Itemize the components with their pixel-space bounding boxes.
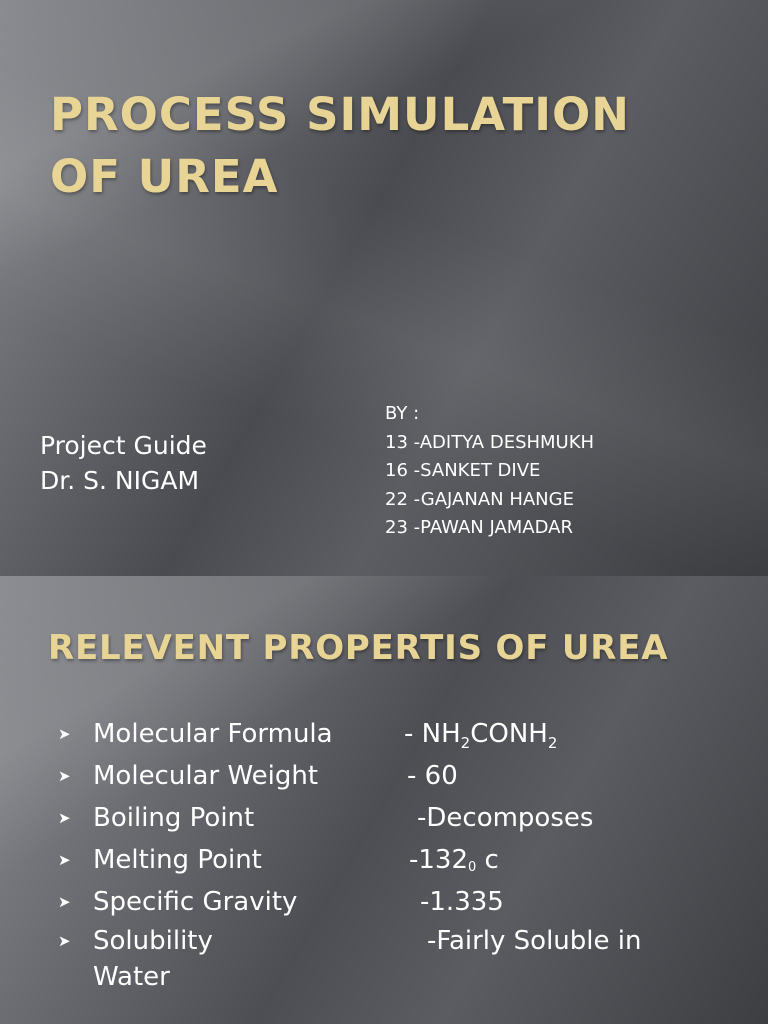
property-name: Specific Gravity [93,887,298,917]
property-value: $-132^0$ c [409,845,499,875]
property-name: Molecular Formula [93,719,333,749]
arrowhead-bullet-icon: ➤ [58,932,71,950]
property-value: -Decomposes [417,803,594,833]
arrowhead-bullet-icon: ➤ [58,809,71,827]
project-guide-block [40,428,207,498]
arrowhead-bullet-icon: ➤ [58,893,71,911]
guide-name: Dr. S. NIGAM [40,466,200,495]
property-name: Melting Point [93,845,262,875]
property-name: Solubility [93,926,213,956]
property-value: -Fairly Soluble in [427,926,642,956]
by-label: BY : [385,403,420,424]
author-item: 16 -SANKET DIVE [385,460,541,481]
list-item [58,881,758,923]
property-value-continued: Water [93,962,170,992]
list-item [58,923,758,995]
property-name: Boiling Point [93,803,255,833]
list-item [58,797,758,839]
title-line-1: PROCESS SIMULATION [50,88,630,141]
list-item [58,839,758,881]
arrowhead-bullet-icon: ➤ [58,725,71,743]
author-item: 23 -PAWAN JAMADAR [385,517,573,538]
list-item [58,755,758,797]
property-value: - $NH_2CONH_2$ [404,719,558,753]
property-name: Molecular Weight [93,761,319,791]
authors-block [385,400,594,543]
properties-list [58,713,758,995]
slide-heading: RELEVENT PROPERTIS OF UREA [48,628,669,668]
properties-slide [0,576,768,1024]
title-line-2: OF UREA [50,150,279,203]
author-item: 22 -GAJANAN HANGE [385,488,574,510]
arrowhead-bullet-icon: ➤ [58,767,71,785]
guide-label: Project Guide [40,431,207,460]
arrowhead-bullet-icon: ➤ [58,851,71,869]
list-item [58,713,758,755]
property-value: -1.335 [420,887,504,917]
property-value: - 60 [407,761,458,791]
slide-title [50,84,750,208]
author-item: 13 -ADITYA DESHMUKH [385,431,595,453]
